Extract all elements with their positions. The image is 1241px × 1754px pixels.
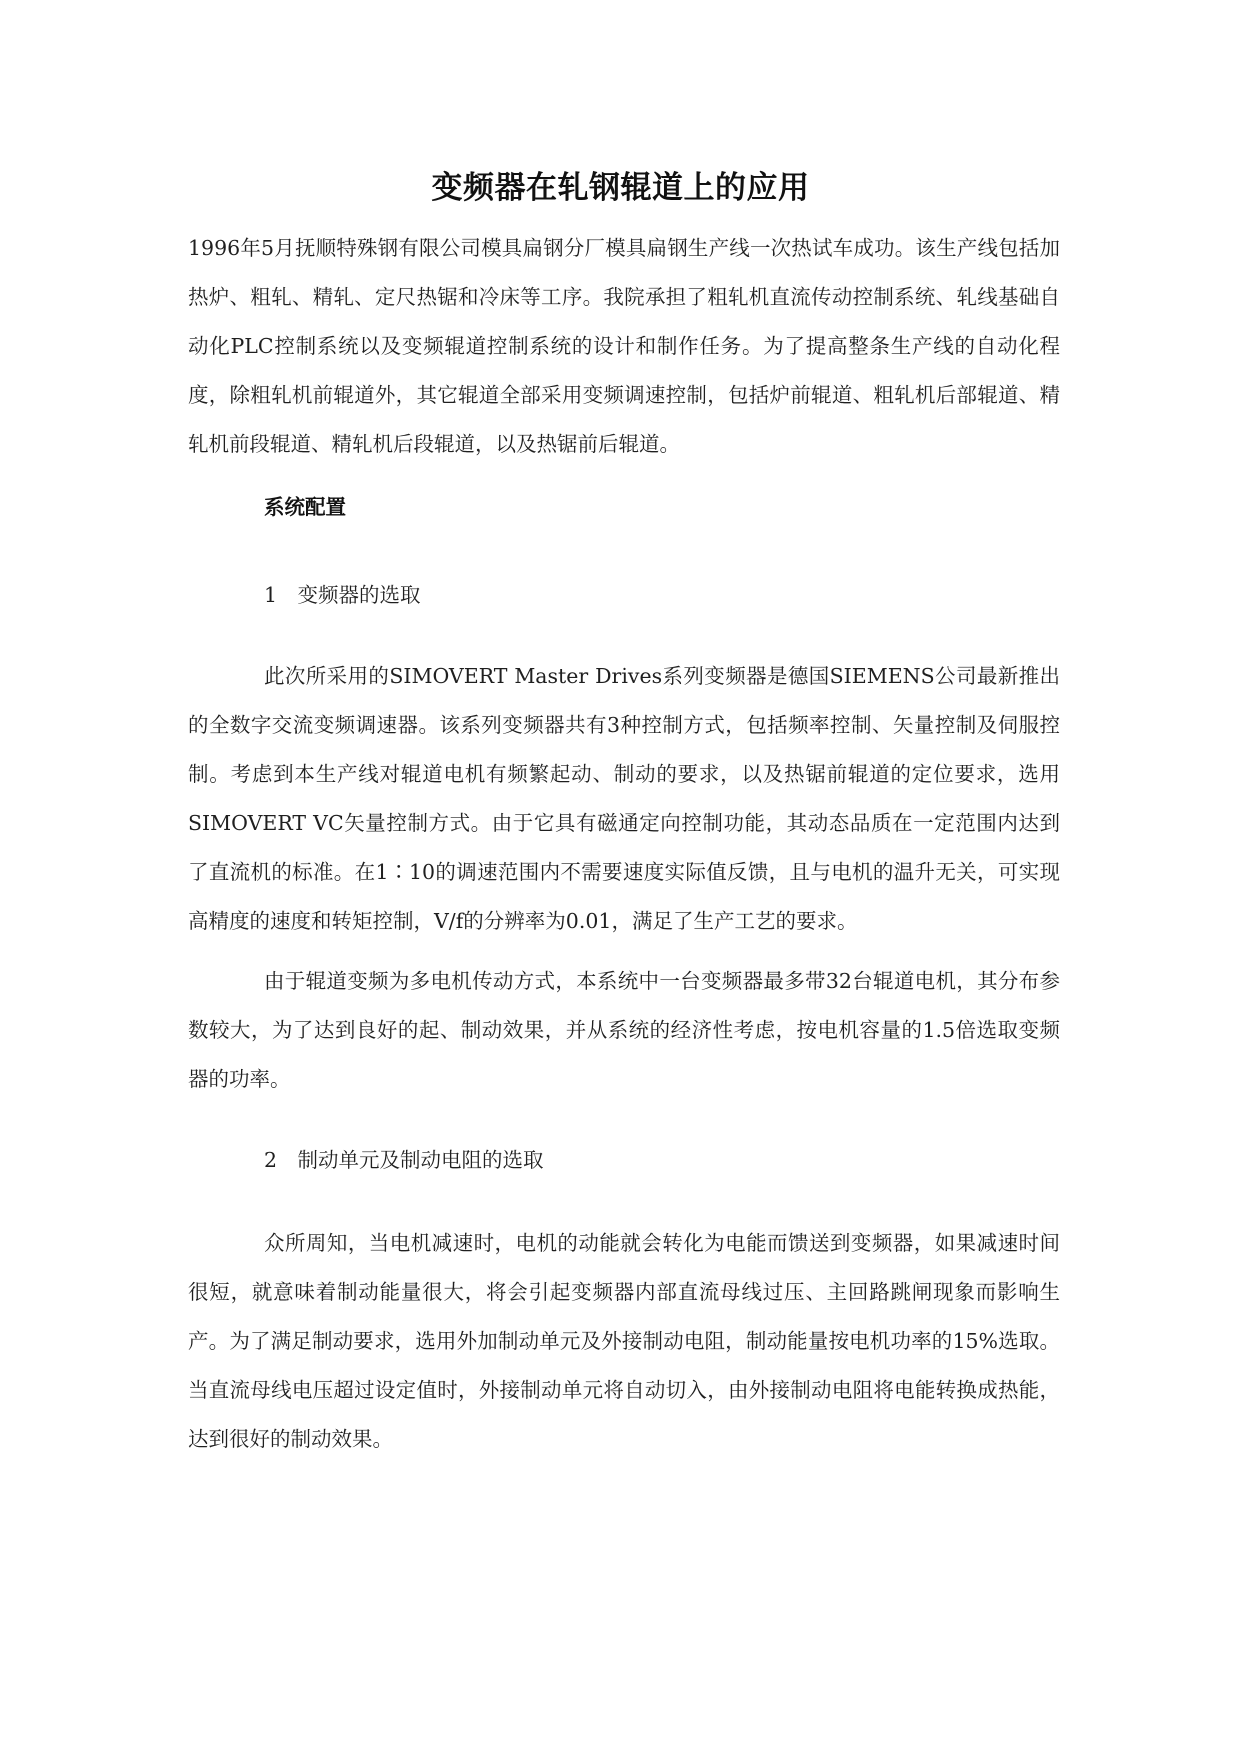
subsection-2-paragraph-1: 众所周知，当电机减速时，电机的动能就会转化为电能而馈送到变频器，如果减速时间很短，就意味着制动能量很大，将会引起变频器内部直流母线过压、主回路跳闸现象而影响生产。为了满足制动要求，选用外加制动单元及外接制动电阻，制动能量按电机功率的15%选取。当直流母线电压超过设定值时，外接制动单元将自动切入，由外接制动电阻将电能转换成热能，达到很好的制动效果。	[188, 1231, 1060, 1451]
subsection-1-paragraph-1: 此次所采用的SIMOVERT Master Drives系列变频器是德国SIEMENS公司最新推出的全数字交流变频调速器。该系列变频器共有3种控制方式，包括频率控制、矢量控制及伺服控制。考虑到本生产线对辊道电机有频繁起动、制动的要求，以及热锯前辊道的定位要求，选用SIMOVERT VC矢量控制方式。由于它具有磁通定向控制功能，其动态品质在一定范围内达到了直流机的标准。在1∶10的调速范围内不需要速度实际值反馈，且与电机的温升无关，可实现高精度的速度和转矩控制，V/f的分辨率为0.01，满足了生产工艺的要求。	[188, 664, 1060, 933]
subsection-1-paragraph-2: 由于辊道变频为多电机传动方式，本系统中一台变频器最多带32台辊道电机，其分布参数较大，为了达到良好的起、制动效果，并从系统的经济性考虑，按电机容量的1.5倍选取变频器的功率。	[188, 969, 1060, 1091]
document-title: 变频器在轧钢辊道上的应用	[431, 170, 810, 206]
intro-paragraph: 1996年5月抚顺特殊钢有限公司模具扁钢分厂模具扁钢生产线一次热试车成功。该生产线包括加热炉、粗轧、精轧、定尺热锯和冷床等工序。我院承担了粗轧机直流传动控制系统、轧线基础自动化PLC控制系统以及变频辊道控制系统的设计和制作任务。为了提高整条生产线的自动化程度，除粗轧机前辊道外，其它辊道全部采用变频调速控制，包括炉前辊道、粗轧机后部辊道、精轧机前段辊道、精轧机后段辊道，以及热锯前后辊道。	[188, 236, 1060, 456]
subsection-heading-2: 2 制动单元及制动电阻的选取	[264, 1148, 544, 1172]
subsection-heading-1: 1 变频器的选取	[264, 583, 421, 607]
section-heading: 系统配置	[264, 495, 346, 519]
